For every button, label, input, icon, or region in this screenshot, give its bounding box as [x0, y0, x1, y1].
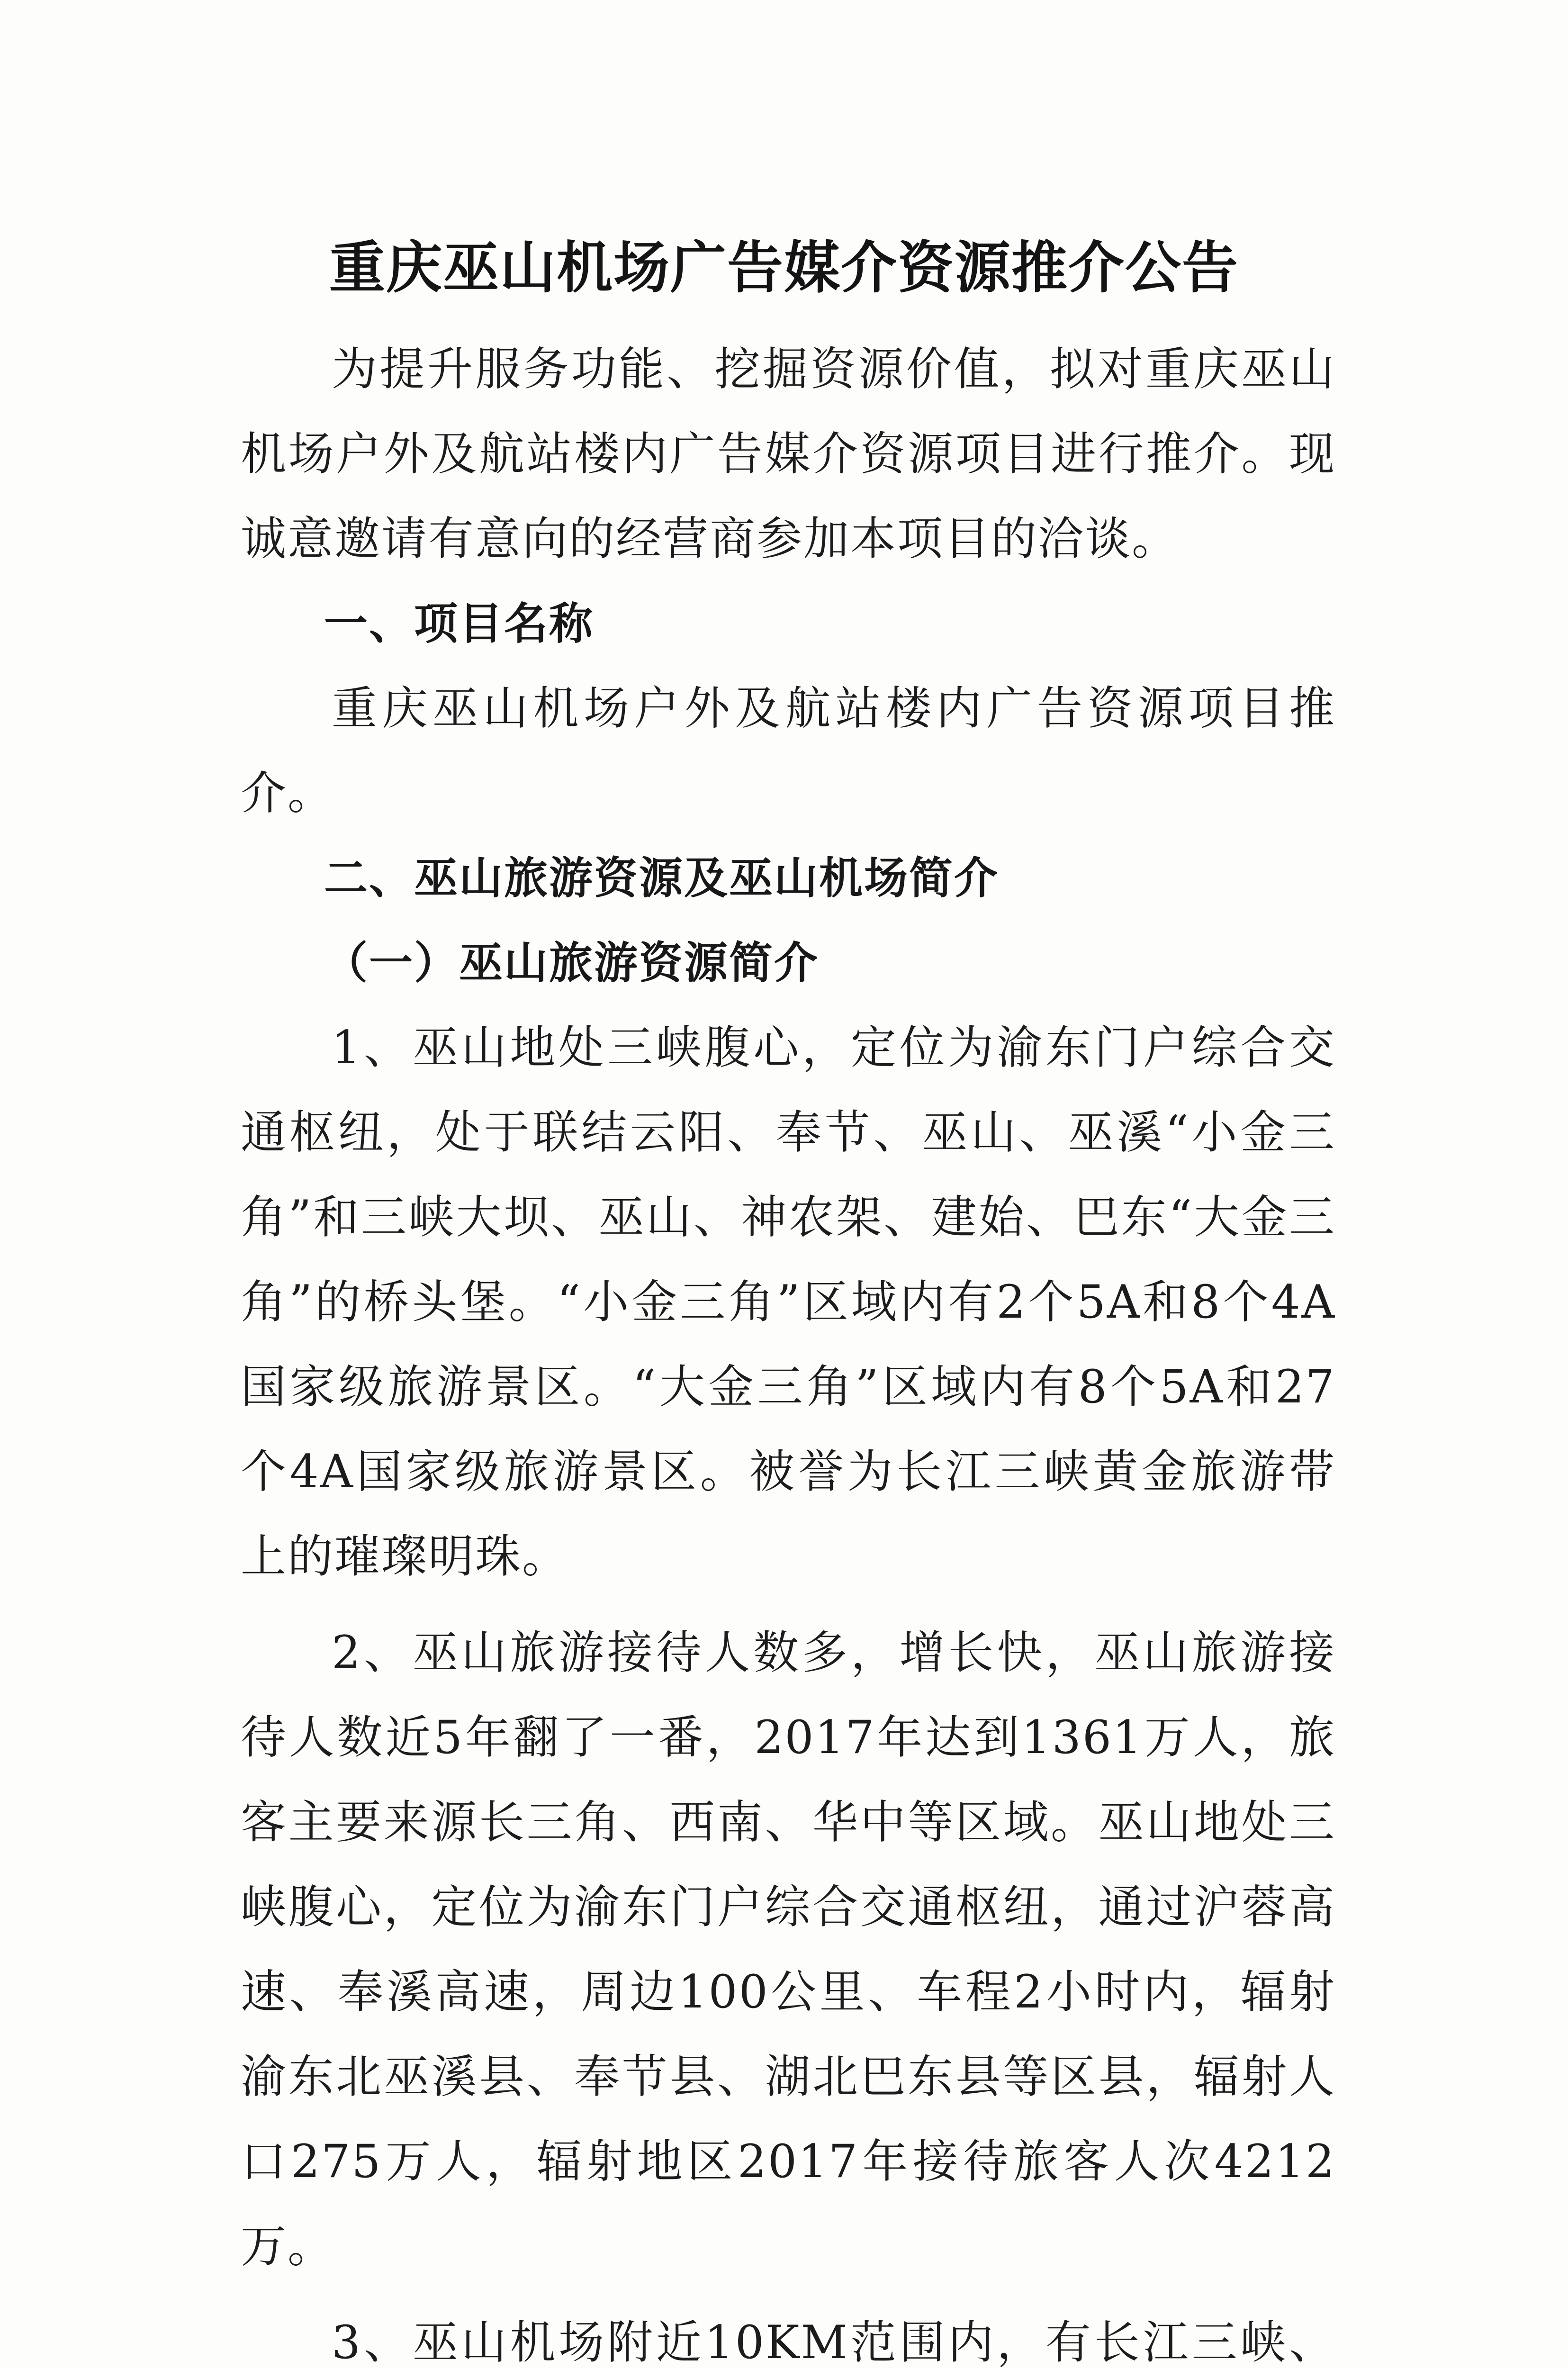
- tourism-item-1: 1、巫山地处三峡腹心，定位为渝东门户综合交通枢纽，处于联结云阳、奉节、巫山、巫溪“小金三角”和三峡大坝、巫山、神农架、建始、巴东“大金三角”的桥头堡。“小金三角”区域内有2个5A和8个4A国家级旅游景区。“大金三角”区域内有8个5A和27个4A国家级旅游景区。被誉为长江三峡黄金旅游带上的璀璨明珠。: [241, 1021, 1336, 1583]
- tourism-item-3: 3、巫山机场附近10KM范围内，有长江三峡、: [332, 2316, 1336, 2369]
- document-body: [241, 327, 1336, 2369]
- section-heading-overview: 二、巫山旅游资源及巫山机场简介: [324, 853, 1000, 904]
- project-name-paragraph: 重庆巫山机场户外及航站楼内广告资源项目推介。: [241, 682, 1336, 820]
- section-heading-project-name: 一、项目名称: [324, 598, 595, 649]
- tourism-item-2: 2、巫山旅游接待人数多，增长快，巫山旅游接待人数近5年翻了一番，2017年达到1361万人，旅客主要来源长三角、西南、华中等区域。巫山地处三峡腹心，定位为渝东门户综合交通枢纽，通过沪蓉高速、奉溪高速，周边100公里、车程2小时内，辐射渝东北巫溪县、奉节县、湖北巴东县等区县，辐射人口275万人，辐射地区2017年接待旅客人次4212万。: [241, 1626, 1336, 2273]
- intro-paragraph: 为提升服务功能、挖掘资源价值，拟对重庆巫山机场户外及航站楼内广告媒介资源项目进行推介。现诚意邀请有意向的经营商参加本项目的洽谈。: [241, 343, 1336, 565]
- subsection-heading-tourism: （一）巫山旅游资源简介: [324, 938, 820, 988]
- page-title: 重庆巫山机场广告媒介资源推介公告: [329, 235, 1239, 300]
